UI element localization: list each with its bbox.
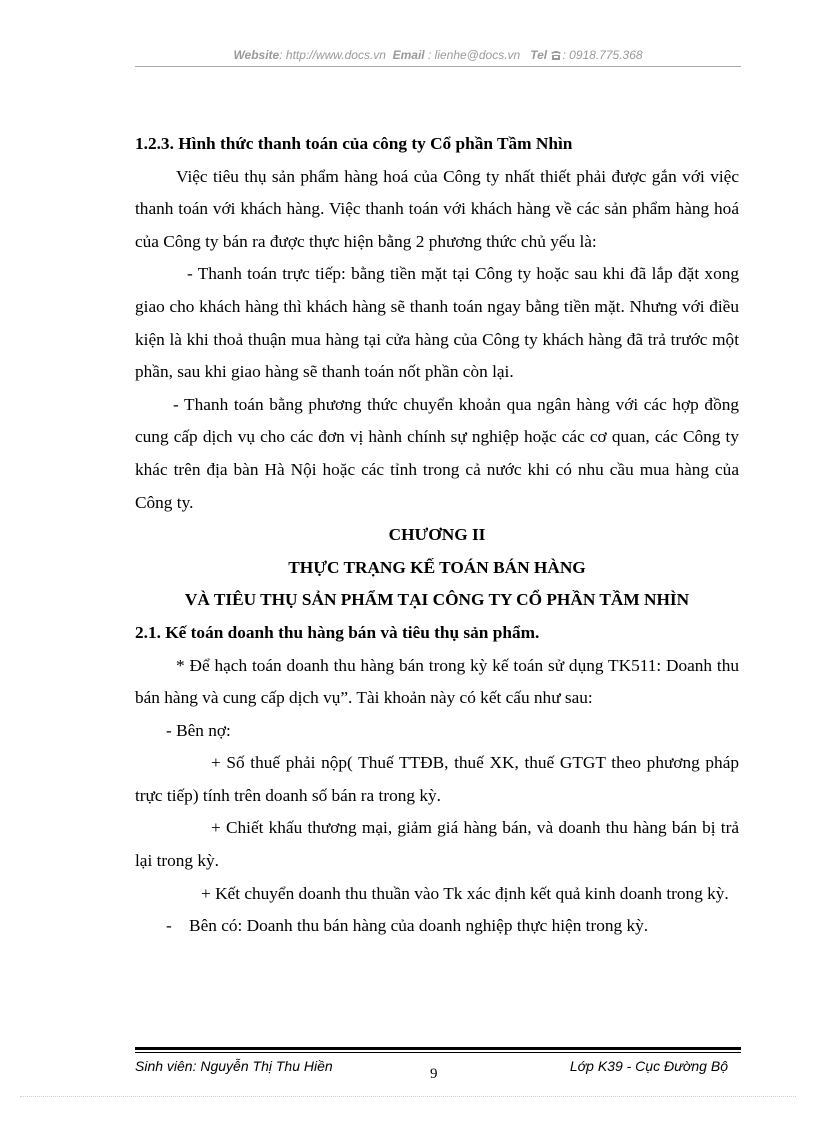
footer-student: Sinh viên: Nguyễn Thị Thu Hiền: [135, 1058, 333, 1074]
paragraph: - Thanh toán bằng phương thức chuyển khoản qua ngân hàng với các hợp đồng cung cấp dịch vụ cho các đơn vị hành chính sự nghiệp hoặc các cơ quan, các Công ty khác trên địa bàn Hà Nội hoặc các tỉnh trong cả nước khi có nhu cầu mua hàng của Công ty.: [135, 394, 739, 512]
paragraph: - Thanh toán trực tiếp: bằng tiền mặt tại Công ty hoặc sau khi đã lắp đặt xong giao cho khách hàng thì khách hàng sẽ thanh toán ngay bằng tiền mặt. Nhưng với điều kiện là khi thoả thuận mua hàng tại cửa hàng của Công ty khách hàng đã trả trước một phần, sau khi giao hàng sẽ thanh toán nốt phần còn lại.: [135, 264, 739, 382]
paragraph: + Kết chuyển doanh thu thuần vào Tk xác định kết quả kinh doanh trong kỳ.: [201, 883, 729, 903]
page-bottom-border: [20, 1096, 796, 1097]
paragraph: * Để hạch toán doanh thu hàng bán trong kỳ kế toán sử dụng TK511: Doanh thu bán hàng và cung cấp dịch vụ”. Tài khoản này có kết cấu như sau:: [135, 655, 739, 708]
phone-icon: [550, 48, 562, 62]
paragraph: + Số thuế phải nộp( Thuế TTĐB, thuế XK, thuế GTGT theo phương pháp trực tiếp) tính trên doanh số bán ra trong kỳ.: [135, 753, 739, 805]
document-body: [135, 128, 739, 943]
tel-value: : 0918.775.368: [562, 48, 643, 62]
chapter-title-line-2: VÀ TIÊU THỤ SẢN PHẨM TẠI CÔNG TY CỔ PHẦN TẦM NHÌN: [184, 590, 690, 610]
website-label: Website: [233, 48, 280, 62]
paragraph: Việc tiêu thụ sản phẩm hàng hoá của Công ty nhất thiết phải được gắn với việc thanh toán với khách hàng. Việc thanh toán với khách hàng về các sản phẩm hàng hoá của Công ty bán ra được thực hiện bằng 2 phương thức chủ yếu là:: [135, 166, 739, 251]
page-number: 9: [430, 1066, 438, 1082]
website-value: : http://www.docs.vn: [279, 48, 386, 62]
paragraph: - Bên nợ:: [166, 720, 231, 740]
tel-label: Tel: [530, 48, 548, 62]
footer-divider-thick: [135, 1047, 741, 1050]
paragraph: + Chiết khấu thương mại, giảm giá hàng bán, và doanh thu hàng bán bị trả lại trong kỳ.: [135, 818, 739, 871]
header-divider: [135, 66, 741, 67]
email-value: : lienhe@docs.vn: [427, 48, 521, 62]
chapter-number: CHƯƠNG II: [388, 525, 486, 545]
chapter-title-line-1: THỰC TRẠNG KẾ TOÁN BÁN HÀNG: [288, 557, 586, 577]
page-header: [135, 48, 741, 64]
email-label: Email: [392, 48, 425, 62]
section-heading-2-1: 2.1. Kế toán doanh thu hàng bán và tiêu thụ sản phẩm.: [135, 622, 540, 642]
footer-class: Lớp K39 - Cục Đường Bộ: [569, 1058, 728, 1074]
paragraph: - Bên có: Doanh thu bán hàng của doanh nghiệp thực hiện trong kỳ.: [166, 916, 649, 936]
footer-divider-thin: [135, 1052, 741, 1053]
section-heading-1-2-3: 1.2.3. Hình thức thanh toán của công ty Cổ phần Tầm Nhìn: [135, 134, 573, 153]
